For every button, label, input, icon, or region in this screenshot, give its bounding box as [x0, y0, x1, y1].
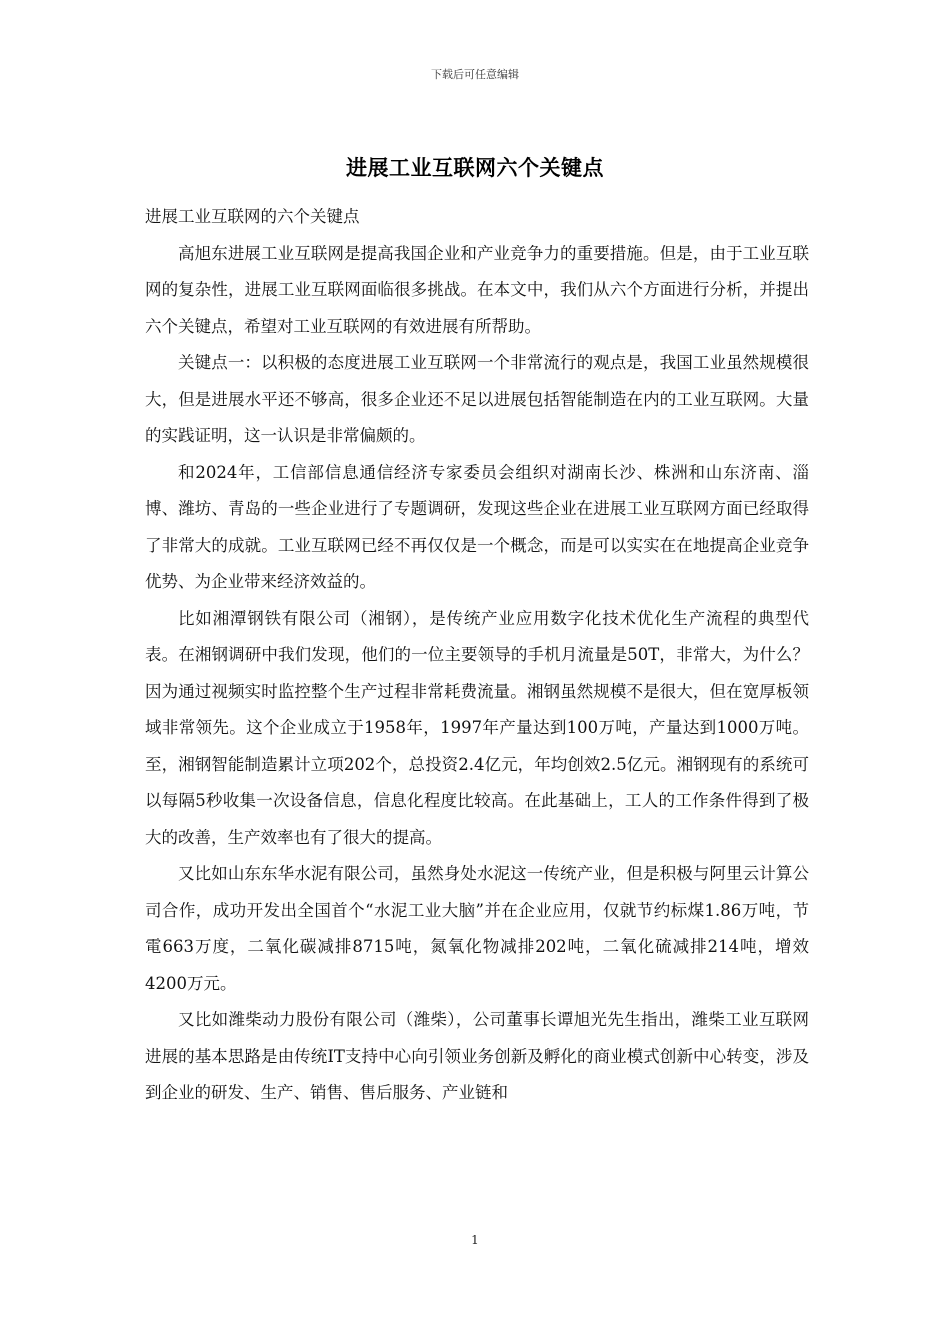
- paragraph-xianggang-example: 比如湘潭钢铁有限公司（湘钢），是传统产业应用数字化技术优化生产流程的典型代表。在湘钢调研中我们发现，他们的一位主要领导的手机月流量是50T，非常大，为什么？因为通过视频实时监控整个生产过程非常耗费流量。湘钢虽然规模不是很大，但在宽厚板领域非常领先。这个企业成立于1958年，1997年产量达到100万吨，产量达到1000万吨。至，湘钢智能制造累计立项202个，总投资2.4亿元，年均创效2.5亿元。湘钢现有的系统可以每隔5秒收集一次设备信息，信息化程度比较高。在此基础上，工人的工作条件得到了极大的改善，生产效率也有了很大的提高。: [145, 608, 809, 847]
- document-subtitle: 进展工业互联网的六个关键点: [145, 207, 360, 226]
- paragraph-survey: 和2024年，工信部信息通信经济专家委员会组织对湖南长沙、株洲和山东济南、淄博、潍坊、青岛的一些企业进行了专题调研，发现这些企业在进展工业互联网方面已经取得了非常大的成就。工业互联网已经不再仅仅是一个概念，而是可以实实在在地提高企业竞争优势、为企业带来经济效益的。: [145, 462, 809, 591]
- paragraph-donghua-example: 又比如山东东华水泥有限公司，虽然身处水泥这一传统产业，但是积极与阿里云计算公司合作，成功开发出全国首个“水泥工业大脑”并在企业应用，仅就节约标煤1.86万吨，节電663万度，二氧化碳减排8715吨，氮氧化物减排202吨，二氧化硫减排214吨，增效4200万元。: [145, 864, 809, 993]
- paragraph-weichai-example: 又比如潍柴动力股份有限公司（潍柴），公司董事长谭旭光先生指出，潍柴工业互联网进展的基本思路是由传统IT支持中心向引领业务创新及孵化的商业模式创新中心转变，涉及到企业的研发、生产、销售、售后服务、产业链和: [145, 1010, 809, 1102]
- page-header-note: 下载后可任意编辑: [431, 68, 519, 81]
- document-title: 进展工业互联网六个关键点: [346, 155, 604, 180]
- document-body: [145, 199, 809, 1112]
- paragraph-key-point-one: 关键点一：以积极的态度进展工业互联网一个非常流行的观点是，我国工业虽然规模很大，但是进展水平还不够高，很多企业还不足以进展包括智能制造在内的工业互联网。大量的实践证明，这一认识是非常偏颇的。: [145, 353, 809, 445]
- page-number: 1: [471, 1233, 479, 1247]
- paragraph-intro: 高旭东进展工业互联网是提高我国企业和产业竞争力的重要措施。但是，由于工业互联网的复杂性，进展工业互联网面临很多挑战。在本文中，我们从六个方面进行分析，并提出六个关键点，希望对工业互联网的有效进展有所帮助。: [145, 243, 809, 336]
